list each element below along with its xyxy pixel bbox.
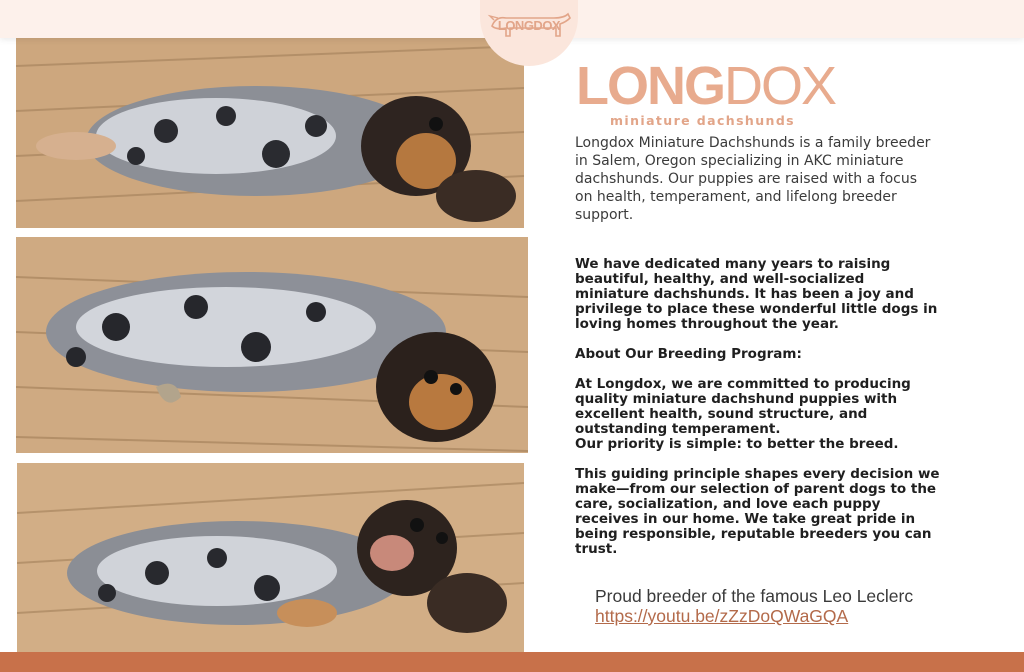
- commitment-paragraph: At Longdox, we are committed to producing quality miniature dachshund puppies with excellent health, sound structure, and outstanding temperament.: [575, 376, 911, 437]
- brand-name-light: DOX: [724, 56, 836, 116]
- puppy-photo-1: [16, 36, 524, 228]
- brand-name-bold: LONG: [576, 56, 724, 116]
- youtube-link[interactable]: https://youtu.be/zZzDoQWaGQA: [595, 606, 849, 626]
- intro-paragraph: Longdox Miniature Dachshunds is a family breeder in Salem, Oregon specializing in AKC miniature dachshunds. Our puppies are raised with a focus on health, temperament, and lifelong breeder support.: [575, 135, 931, 223]
- puppy-photo-3: [17, 463, 524, 652]
- puppy-photo-2: [16, 237, 528, 453]
- proud-breeder-text: Proud breeder of the famous Leo Leclerc: [595, 586, 914, 606]
- dedication-paragraph: We have dedicated many years to raising beautiful, healthy, and well-socialized miniature dachshunds. It has been a joy and privilege to place these wonderful little dogs in loving homes throughout the year.: [575, 256, 938, 332]
- priority-statement: Our priority is simple: to better the breed.: [575, 436, 899, 452]
- bottom-bar: [0, 652, 1024, 672]
- brand-tagline: miniature dachshunds: [610, 113, 796, 128]
- breeding-program-heading: About Our Breeding Program:: [575, 346, 802, 362]
- principle-paragraph: This guiding principle shapes every decision we make—from our selection of parent dogs to the care, socialization, and love each puppy receives in our home. We take great pride in being responsible, reputable breeders you can trust.: [575, 466, 940, 557]
- header-logo-text: LONGDOX: [497, 18, 561, 33]
- brand-logo: [576, 56, 835, 116]
